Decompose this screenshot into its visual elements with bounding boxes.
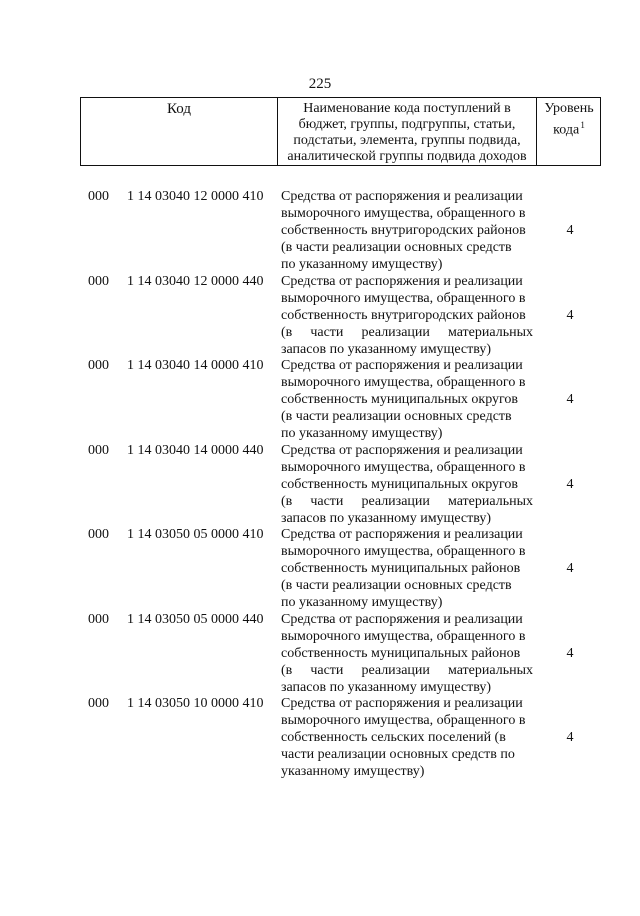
row-level: 4 — [566, 730, 574, 745]
row-name — [281, 695, 533, 780]
footnote-marker: 1 — [580, 120, 585, 130]
row-code: 1 14 03050 05 0000 410 — [127, 527, 264, 542]
header-level-line-text: кода — [553, 122, 580, 138]
row-prefix: 000 — [88, 189, 109, 204]
row-name-line: (в части реализации материальных — [281, 324, 533, 340]
row-code: 1 14 03050 05 0000 440 — [127, 611, 264, 627]
row-level: 4 — [566, 392, 574, 407]
row-name-line: собственность внутригородских районов — [281, 223, 526, 238]
table-row — [0, 442, 640, 527]
row-code: 1 14 03040 12 0000 410 — [127, 189, 264, 204]
table-row — [0, 357, 640, 442]
row-name-line: Средства от распоряжения и реализации — [281, 696, 523, 711]
row-name-line: собственность муниципальных округов — [281, 392, 519, 407]
row-name — [281, 357, 533, 442]
header-level-line — [537, 117, 601, 139]
row-prefix: 000 — [88, 358, 109, 373]
row-name-line: Средства от распоряжения и реализации — [281, 611, 523, 627]
header-name — [278, 101, 536, 165]
row-name — [281, 188, 533, 273]
row-name-line: Средства от распоряжения и реализации — [281, 189, 523, 204]
row-name-line: выморочного имущества, обращенного в — [281, 375, 526, 390]
row-name-line: части реализации основных средств по — [281, 747, 515, 762]
row-prefix: 000 — [88, 611, 109, 627]
row-level: 4 — [566, 223, 574, 238]
table-header — [80, 97, 601, 166]
table-row — [0, 188, 640, 273]
row-name-line: (в части реализации материальных — [281, 662, 533, 678]
row-name-line: запасов по указанному имуществу) — [281, 510, 492, 526]
header-level — [537, 101, 601, 139]
row-name-line: Средства от распоряжения и реализации — [281, 358, 523, 373]
row-name — [281, 611, 533, 696]
row-name-line: Средства от распоряжения и реализации — [281, 442, 523, 458]
row-name-line: запасов по указанному имуществу) — [281, 341, 492, 357]
header-name-line: подстатьи, элемента, группы подвида, — [293, 133, 521, 148]
row-name-line: (в части реализации основных средств — [281, 240, 512, 255]
revenue-code-list — [0, 188, 640, 780]
row-name-line: выморочного имущества, обращенного в — [281, 544, 526, 559]
row-name-line: собственность муниципальных районов — [281, 561, 521, 576]
row-level: 4 — [566, 645, 574, 661]
row-name-line: собственность муниципальных районов — [281, 645, 521, 661]
row-code: 1 14 03040 14 0000 440 — [127, 442, 264, 458]
row-name-line: выморочного имущества, обращенного в — [281, 290, 526, 306]
row-code: 1 14 03040 14 0000 410 — [127, 358, 264, 373]
row-name-line: Средства от распоряжения и реализации — [281, 527, 523, 542]
header-name-line: аналитической группы подвида доходов — [287, 149, 527, 164]
table-row — [0, 526, 640, 611]
row-name-line: собственность сельских поселений (в — [281, 730, 506, 745]
row-prefix: 000 — [88, 442, 109, 458]
header-name-line: бюджет, группы, подгруппы, статьи, — [298, 117, 516, 132]
header-name-line: Наименование кода поступлений в — [303, 101, 511, 116]
row-name-line: выморочного имущества, обращенного в — [281, 628, 526, 644]
row-prefix: 000 — [88, 273, 109, 289]
row-level: 4 — [566, 561, 574, 576]
row-prefix: 000 — [88, 696, 109, 711]
row-name-line: Средства от распоряжения и реализации — [281, 273, 523, 289]
header-code: Код — [167, 101, 191, 117]
row-name-line: (в части реализации основных средств — [281, 578, 512, 593]
row-prefix: 000 — [88, 527, 109, 542]
row-name-line: выморочного имущества, обращенного в — [281, 206, 526, 221]
row-name-line: запасов по указанному имуществу) — [281, 679, 492, 695]
row-code: 1 14 03050 10 0000 410 — [127, 696, 264, 711]
header-level-line: Уровень — [544, 101, 594, 116]
row-name-line: указанному имуществу) — [281, 764, 425, 779]
row-level: 4 — [566, 307, 574, 323]
row-name — [281, 442, 533, 527]
table-row — [0, 695, 640, 780]
row-name-line: собственность муниципальных округов — [281, 476, 519, 492]
row-name-line: по указанному имуществу) — [281, 426, 443, 441]
row-name — [281, 526, 533, 611]
row-name — [281, 273, 533, 358]
row-code: 1 14 03040 12 0000 440 — [127, 273, 264, 289]
row-name-line: по указанному имуществу) — [281, 257, 443, 272]
row-name-line: по указанному имуществу) — [281, 595, 443, 610]
table-row — [0, 611, 640, 696]
row-name-line: (в части реализации основных средств — [281, 409, 512, 424]
row-name-line: выморочного имущества, обращенного в — [281, 459, 526, 475]
page-number: 225 — [308, 76, 332, 92]
row-name-line: выморочного имущества, обращенного в — [281, 713, 526, 728]
row-level: 4 — [566, 476, 574, 492]
row-name-line: (в части реализации материальных — [281, 493, 533, 509]
table-row — [0, 273, 640, 358]
row-name-line: собственность внутригородских районов — [281, 307, 526, 323]
